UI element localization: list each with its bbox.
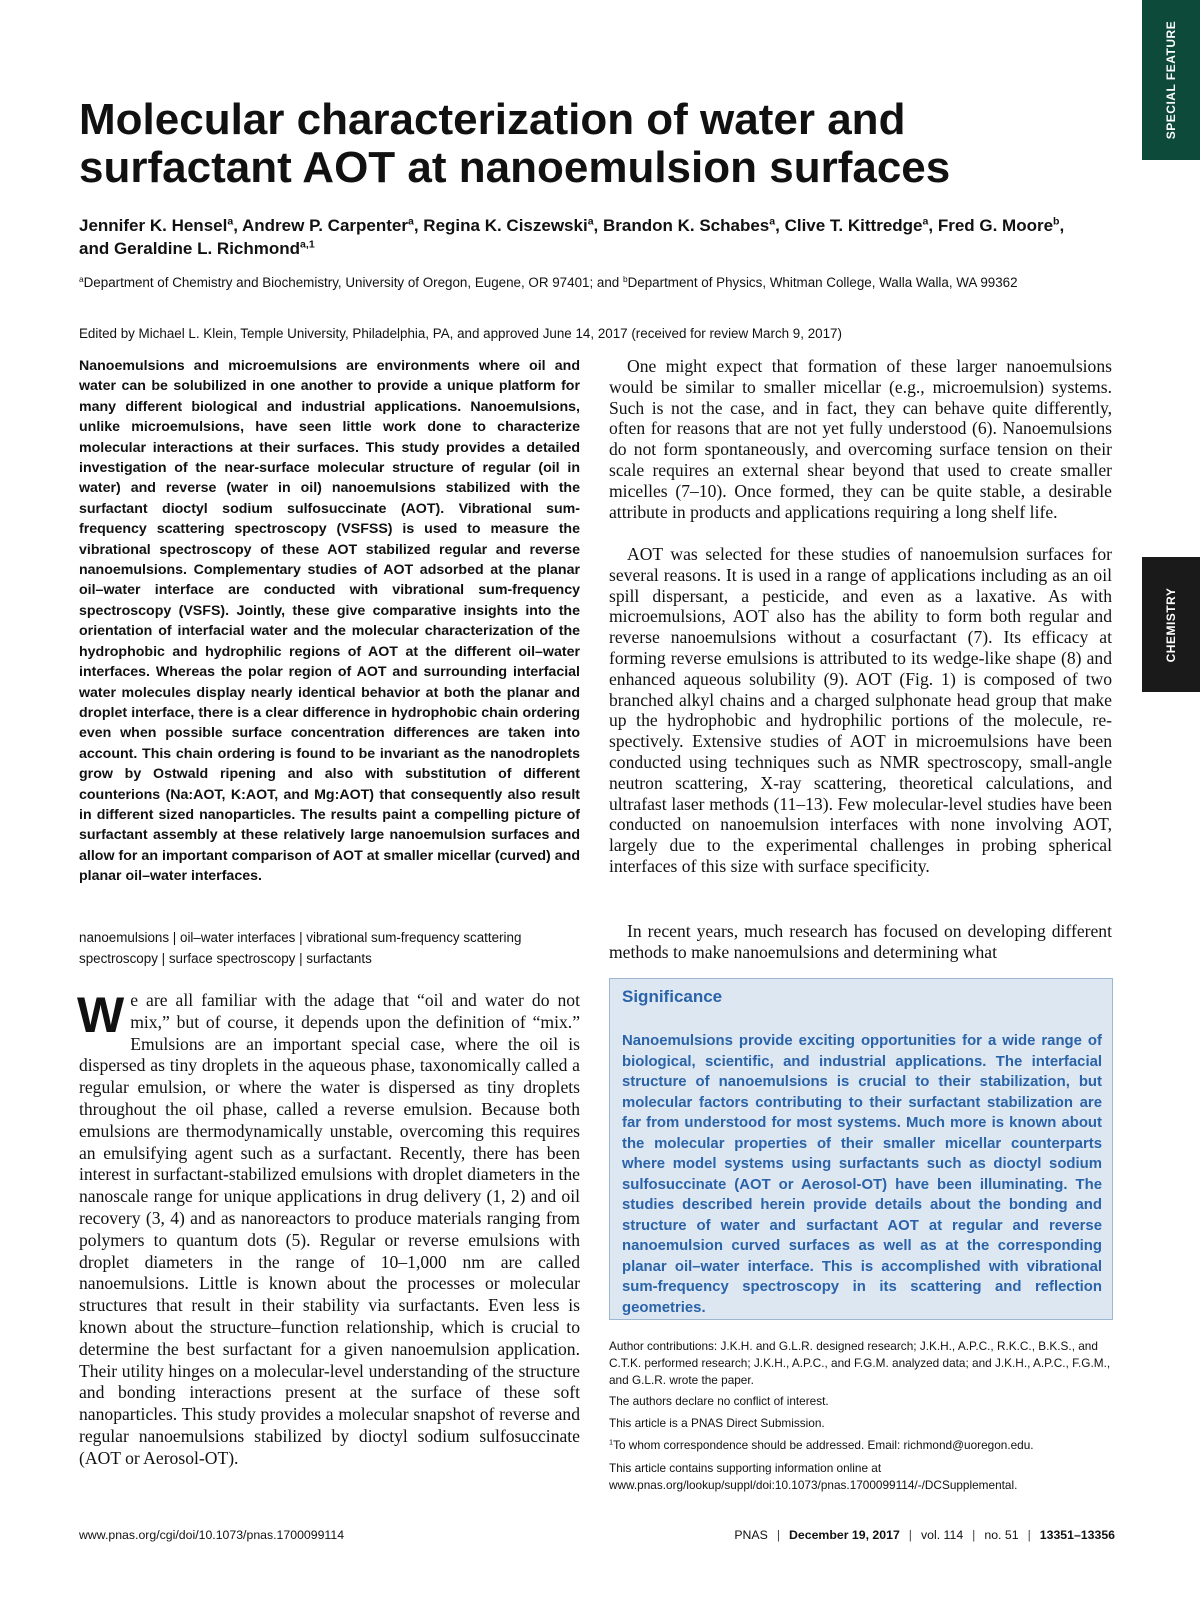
keyword: surface spectroscopy — [168, 950, 296, 966]
author-separator: , — [775, 216, 785, 235]
body-paragraph-1: One might expect that formation of these larger nanoemulsions would be similar to smaller micellar (e.g., microemulsion) systems. Such is not the case, and in fact, they can behave quite differently, often for reasons that are not yet fully understood (6). Nanoemulsions do not form spontaneously, and overcoming surface tension on their scale requires an external shear beyond that used to create smaller micelles (7–10). Once formed, they can be quite stable, a desirable attribute in products and applications requiring a long shelf life. — [609, 356, 1112, 522]
keyword: vibrational sum-frequency scattering spectroscopy — [79, 930, 522, 966]
body-paragraph-3: In recent years, much research has focused on developing different methods to make nanoemulsions and determining what — [609, 921, 1112, 962]
supporting-info-note: This article contains supporting information online at www.pnas.org/lookup/suppl/doi:10.1073/pnas.1700099114/-/DCSupplemental. — [609, 1461, 1018, 1492]
keyword-separator: | — [157, 950, 169, 966]
section-tab — [1142, 557, 1200, 692]
abstract: Nanoemulsions and microemulsions are environments where oil and water can be solubilized in one another to provide a unique platform for many different biological and industrial applications. Nanoemulsions, unlike microemulsions, have seen little work done to characterize molecular interactions at their surfaces. This study provides a detailed investigation of the near-surface molecular structure of regular (oil in water) and reverse (water in oil) nanoemulsions stabilized with the surfactant dioctyl sodium sulfosuccinate (AOT). Vibrational sum-frequency scattering spectroscopy (VSFSS) is used to measure the vibrational spectroscopy of these AOT stabilized regular and reverse nanoemulsions. Complementary studies of AOT adsorbed at the planar oil–water interface are conducted with vibrational sum-frequency spectroscopy (VSFS). Jointly, these give comparative insights into the orientation of interfacial water and the molecular characterization of the hydrophobic and hydrophilic regions of AOT at the different oil–water interfaces. Whereas the polar region of AOT and surrounding interfacial water molecules display nearly identical behavior at both the planar and droplet interface, there is a clear difference in hydrophobic chain ordering even when possible surface concentration differences are taken into account. This chain ordering is found to be invariant as the nanodroplets grow by Ostwald ripening and also with substitution of different counterions (Na:AOT, K:AOT, and Mg:AOT) that consequently also result in different sized nanoparticles. The results paint a compelling picture of surfactant assembly at these relatively large nanoemulsion surfaces and allow for an important comparison of AOT at smaller micellar (curved) and planar oil–water interfaces. — [79, 358, 580, 885]
footer-issue: no. 51 — [984, 1528, 1019, 1542]
affil-a-text: Department of Chemistry and Biochemistry, University of Oregon, Eugene, OR 97401; and — [83, 275, 623, 290]
correspondence-text: To whom correspondence should be addressed. Email: richmond@uoregon.edu. — [613, 1438, 1034, 1452]
section-label: CHEMISTRY — [1164, 587, 1178, 662]
conflict-statement: The authors declare no conflict of interest. — [609, 1394, 829, 1408]
author-separator: , — [233, 216, 243, 235]
affiliations — [79, 274, 1089, 291]
keyword-separator: | — [295, 930, 307, 945]
article-title: Molecular characterization of water and surfactant AOT at nanoemulsion surfaces — [79, 95, 951, 192]
significance-title: Significance — [622, 987, 723, 1006]
author-separator: , and — [79, 216, 1065, 258]
keyword-separator: | — [295, 950, 307, 966]
author-name: Geraldine L. Richmond — [113, 239, 301, 258]
significance-text: Nanoemulsions provide exciting opportunities for a wide range of biological, scientific, and industrial applications. The interfacial structure of nanoemulsions is crucial to their stabilization, but molecular factors contributing to their surfactant stabilization are far from understood for most systems. Much more is known about the molecular properties of their smaller micellar counterparts where model systems using surfactants such as dioctyl sodium sulfosuccinate (AOT or Aerosol-OT) have been illuminating. The studies described herein provide details about the bonding and structure of water and surfactant AOT at regular and reverse nanoemulsion curved surfaces as well as at the corresponding planar oil–water interface. This is accomplished with vibrational sum-frequency spectroscopy in its scattering and reflection geometries. — [622, 1033, 1102, 1316]
author-affil-mark: a — [769, 215, 776, 228]
keywords — [79, 928, 589, 969]
footer-volume: vol. 114 — [921, 1528, 964, 1542]
affil-a-mark: a — [79, 274, 84, 285]
affil-b-mark: b — [622, 274, 628, 285]
drop-cap: W — [77, 987, 125, 1043]
intro-text: e are all familiar with the adage that “oil and water do not mix,” but of course, it depends upon the definition of “mix.” Emulsions are an important special case, where the oil is dispersed as tiny droplets in the aqueous phase, taxonomically called a regular emulsion, or where the water is dispersed as tiny droplets throughout the oil phase, called a reverse emulsion. Because both emulsions are thermodynamically unstable, overcoming this requires an emulsifying agent such as a surfactant. Recently, there has been interest in surfactant-stabilized emulsions with droplet diameters in the nanoscale range for unique applications in drug delivery (1, 2) and oil recovery (3, 4) and as nanoreactors to produce materials ranging from polymers to quantum dots (5). Regular or reverse emulsions with droplet diameters in the range of 10–1,000 nm are called nanoemulsions. Little is known about the processes or molecular structures that result in their stability via surfactants. Even less is known about the structure–function relationship, which is crucial to determine the best surfactant for a given nanoemulsion application. Their utility hinges on a molecular-level understanding of the structure and bonding interactions present at the surface of these soft nanoparticles. This study provides a molecular snapshot of reverse and regular nanoemulsions stabilized by dioctyl sodium sulfosuccinate (AOT or Aerosol-OT). — [79, 990, 580, 1468]
special-feature-label: SPECIAL FEATURE — [1164, 20, 1178, 140]
footer-date: December 19, 2017 — [789, 1528, 900, 1542]
body-paragraph-2: AOT was selected for these studies of nanoemulsion surfaces for several reasons. It is used in a range of applications including as an oil spill dispersant, a pesticide, and even as a laxative. As with microemulsions, AOT also has the ability to form both regular and reverse nanoemulsions without a cosurfactant (7). Its efficacy at forming reverse emulsions is attributed to its wedge-like shape (8) and enhanced aqueous solubility (9). AOT (Fig. 1) is composed of two branched alkyl chains and a charged sulphonate head group that make up the hydrophobic and hydrophilic portions of the molecule, respectively. Extensive studies of AOT in microemulsions have been conducted using techniques such as NMR spectroscopy, small-angle neutron scattering, X-ray scattering, theoretical calculations, and ultrafast laser methods (11–13). Few molecular-level studies have been conducted on nanoemulsion interfaces with none involving AOT, largely due to the experimental challenges in probing spherical interfaces of this size with surface specificity. — [609, 544, 1112, 876]
author-affil-mark: a — [407, 215, 414, 228]
footer-pages: 13351–13356 — [1039, 1528, 1115, 1542]
keyword-separator: | — [169, 930, 180, 945]
correspondence-mark: 1 — [609, 1437, 614, 1447]
footer-citation: PNAS | December 19, 2017 | vol. 114 | no. 51 | 13351–13356 — [734, 1528, 1115, 1542]
author-separator: , — [593, 216, 603, 235]
author-affil-mark: b — [1053, 215, 1060, 228]
footer-doi-link[interactable]: www.pnas.org/cgi/doi/10.1073/pnas.1700099114 — [79, 1528, 345, 1542]
author-name: Fred G. Moore — [937, 216, 1054, 235]
significance-box — [609, 978, 1113, 1320]
author-affil-mark: a,1 — [300, 238, 315, 251]
author-separator: , — [928, 216, 938, 235]
affil-b-text: Department of Physics, Whitman College, Walla Walla, WA 99362 — [627, 275, 1018, 290]
footer-journal: PNAS — [734, 1528, 768, 1542]
author-affil-mark: a — [587, 215, 594, 228]
introduction-paragraph — [77, 987, 580, 1470]
author-name: Andrew P. Carpenter — [242, 216, 408, 235]
author-name: Jennifer K. Hensel — [79, 216, 228, 235]
author-name: Clive T. Kittredge — [784, 216, 923, 235]
submission-note: This article is a PNAS Direct Submission. — [609, 1416, 825, 1430]
author-affil-mark: a — [227, 215, 234, 228]
correspondence-note — [609, 1437, 1114, 1454]
author-contributions: Author contributions: J.K.H. and G.L.R. designed research; J.K.H., A.P.C., R.K.C., B.K.S., and C.T.K. performed research; J.K.H., A.P.C., and F.G.M. analyzed data; and J.K.H., A.P.C., F.G.M., and G.L.R. wrote the paper. — [609, 1339, 1111, 1387]
keyword: nanoemulsions — [79, 930, 170, 945]
author-name: Brandon K. Schabes — [603, 216, 770, 235]
author-separator: , — [413, 216, 424, 235]
author-list — [79, 214, 1079, 260]
keyword: surfactants — [306, 950, 372, 966]
special-feature-tab — [1142, 0, 1200, 160]
keyword: oil–water interfaces — [180, 930, 296, 945]
author-name: Regina K. Ciszewski — [423, 216, 588, 235]
author-affil-mark: a — [922, 215, 929, 228]
edited-by: Edited by Michael L. Klein, Temple University, Philadelphia, PA, and approved June 14, 2017 (received for review March 9, 2017) — [79, 326, 842, 341]
